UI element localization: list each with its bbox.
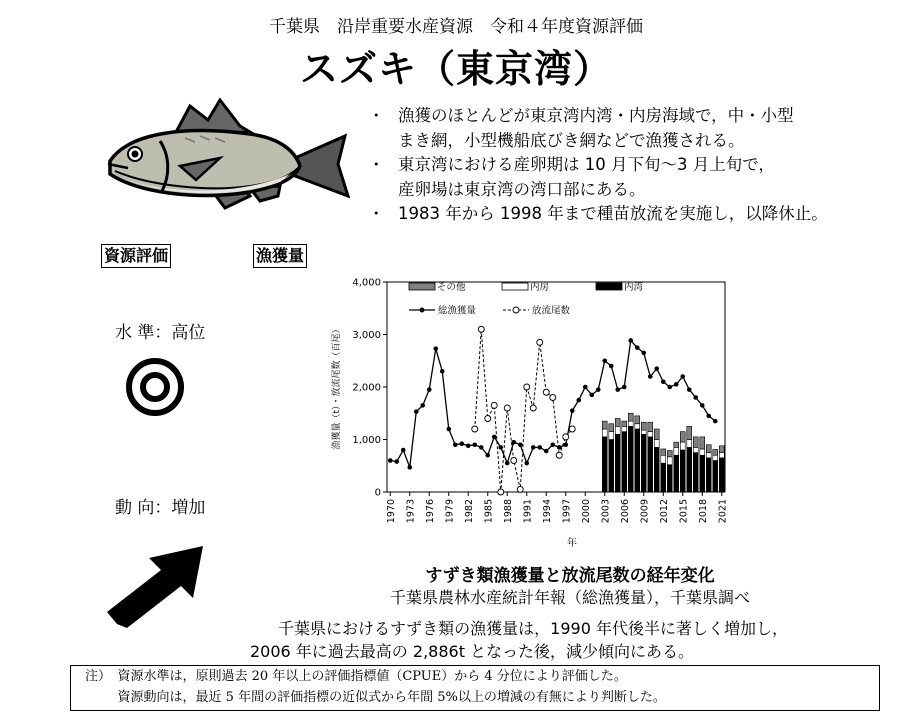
total-catch-line <box>390 340 715 467</box>
release-point <box>504 405 510 411</box>
total-catch-point <box>427 387 432 392</box>
total-catch-point <box>635 345 640 350</box>
bar-sonota <box>700 437 705 449</box>
total-catch-point <box>570 408 575 413</box>
total-catch-point <box>446 427 451 432</box>
x-tick-label: 1988 <box>502 499 514 524</box>
bar-naiwan <box>661 463 666 492</box>
release-point <box>569 426 575 432</box>
total-catch-point <box>479 445 484 450</box>
bar-naiwan <box>674 455 679 492</box>
y-tick-label: 2,000 <box>352 382 381 394</box>
footnote-text: 資源水準は，原則過去 20 年以上の評価指標値（CPUE）から 4 分位により評価した。 <box>117 669 627 684</box>
footnote-text: 資源動向は，最近 5 年間の評価指標の近似式から年間 5%以上の増減の有無により判断した。 <box>117 690 666 705</box>
release-point <box>543 389 549 395</box>
release-point <box>478 326 484 332</box>
bar-uchibo <box>615 426 620 434</box>
total-catch-point <box>680 374 685 379</box>
footnote-line <box>85 666 879 687</box>
release-point <box>491 402 497 408</box>
page-title: スズキ（東京湾） <box>299 47 612 91</box>
legend-label-release: 放流尾数 <box>532 305 571 317</box>
bullet-dot: ・ <box>368 155 385 174</box>
total-catch-point <box>687 387 692 392</box>
fact-item <box>368 202 888 227</box>
x-tick-label: 1973 <box>405 499 417 524</box>
total-catch-point <box>388 458 393 463</box>
total-catch-point <box>557 445 562 450</box>
x-tick-label: 1991 <box>522 499 534 524</box>
x-tick-label: 2018 <box>697 499 709 524</box>
bar-sonota <box>674 442 679 447</box>
release-point <box>485 416 491 422</box>
bar-sonota <box>628 413 633 421</box>
x-tick-label: 1976 <box>424 499 436 524</box>
bar-uchibo <box>693 447 698 452</box>
y-tick-label: 4,000 <box>352 277 381 289</box>
bar-naiwan <box>713 461 718 493</box>
release-point <box>537 339 543 345</box>
bar-naiwan <box>667 465 672 492</box>
bar-sonota <box>719 446 724 453</box>
legend-label-uchibo: 内房 <box>530 282 550 293</box>
bar-uchibo <box>622 426 627 431</box>
bar-sonota <box>641 422 646 430</box>
x-tick-label: 2012 <box>658 499 670 524</box>
stacked-bars <box>602 413 724 492</box>
fact-item <box>368 104 888 153</box>
release-point <box>556 452 562 458</box>
chart-legend <box>409 281 644 317</box>
bar-sonota <box>687 426 692 439</box>
bar-naiwan <box>687 447 692 492</box>
total-catch-point <box>518 442 523 447</box>
x-tick-label: 1997 <box>561 499 573 524</box>
total-catch-point <box>420 403 425 408</box>
chart-source: 千葉県農林水産統計年報（総漁獲量），千葉県調べ <box>389 588 750 607</box>
bullet-dot: ・ <box>368 204 385 223</box>
total-catch-point <box>602 358 607 363</box>
total-catch-point <box>550 442 555 447</box>
bar-sonota <box>667 451 672 457</box>
bar-uchibo <box>628 421 633 426</box>
total-catch-point <box>583 385 588 390</box>
fact-line: 東京湾における産卵期は 10 月下旬〜3 月上旬で， <box>398 155 775 174</box>
bar-naiwan <box>628 426 633 492</box>
bar-uchibo <box>635 424 640 429</box>
bar-uchibo <box>706 453 711 458</box>
chart-caption: すずき類漁獲量と放流尾数の経年変化 <box>425 566 715 586</box>
resource-level-text: 水 準：高位 <box>115 323 206 343</box>
total-catch-point <box>537 445 542 450</box>
bar-sonota <box>615 419 620 427</box>
total-catch-point <box>459 441 464 446</box>
x-tick-label: 2015 <box>678 499 690 524</box>
total-catch-point <box>609 364 614 369</box>
bar-naiwan <box>648 437 653 492</box>
x-tick-label: 1985 <box>483 499 495 524</box>
x-tick-label: 1979 <box>444 499 456 524</box>
fact-line: まき網，小型機船底びき網などで漁獲される。 <box>398 130 745 150</box>
total-catch-point <box>544 449 549 454</box>
total-catch-point <box>466 444 471 449</box>
total-catch-point <box>693 395 698 400</box>
release-point <box>511 458 517 464</box>
total-catch-point <box>394 459 399 464</box>
total-catch-point <box>407 465 412 470</box>
total-catch-point <box>492 435 497 440</box>
bar-sonota <box>622 421 627 426</box>
bar-sonota <box>635 416 640 424</box>
total-catch-point <box>401 448 406 453</box>
x-axis-label: 年 <box>567 538 577 549</box>
y-tick-label: 1,000 <box>352 435 381 446</box>
total-catch-point <box>622 385 627 390</box>
bullet-dot: ・ <box>368 106 385 125</box>
total-catch-point <box>453 442 458 447</box>
bar-sonota <box>713 449 718 455</box>
total-catch-point <box>674 382 679 387</box>
total-catch-point <box>563 442 568 447</box>
bar-uchibo <box>687 440 692 448</box>
bar-sonota <box>680 432 685 443</box>
legend-marker-release <box>513 307 519 313</box>
x-tick-labels <box>386 499 729 523</box>
total-catch-point <box>654 366 659 371</box>
bar-uchibo <box>680 442 685 450</box>
legend-swatch-sonota <box>409 283 435 290</box>
catch-label: 漁獲量 <box>253 244 307 268</box>
release-point <box>524 384 530 390</box>
bar-uchibo <box>667 457 672 465</box>
bar-naiwan <box>719 458 724 492</box>
total-catch-point <box>414 409 419 414</box>
summary-line: 千葉県におけるすずき類の漁獲量は，1990 年代後半に著しく増加し， <box>278 619 788 638</box>
total-catch-point <box>576 398 581 403</box>
fact-line: 漁獲のほとんどが東京湾内湾・内房海域で，中・小型 <box>398 106 794 125</box>
bar-uchibo <box>713 455 718 460</box>
total-catch-point <box>615 387 620 392</box>
footnote-line <box>85 687 879 708</box>
double-circle-icon <box>125 357 185 417</box>
total-catch-point <box>700 403 705 408</box>
bar-uchibo <box>719 453 724 458</box>
bar-naiwan <box>602 437 607 492</box>
bar-uchibo <box>641 430 646 434</box>
y-axis-label-text: 漁獲量（t）・放流尾数（百尾） <box>332 324 342 450</box>
legend-label-sonota: その他 <box>437 282 466 293</box>
total-catch-point <box>661 379 666 384</box>
y-tick-labels <box>352 278 381 499</box>
total-catch-point <box>433 346 438 351</box>
summary-text <box>250 617 900 663</box>
fact-line: 1983 年から 1998 年まで種苗放流を実施し，以降休止。 <box>398 204 828 223</box>
page-subtitle: 千葉県 沿岸重要水産資源 令和４年度資源評価 <box>269 17 643 37</box>
bar-naiwan <box>693 453 698 492</box>
total-catch-point <box>531 445 536 450</box>
bar-naiwan <box>622 432 627 492</box>
x-tick-label: 2021 <box>717 499 729 524</box>
fact-line: 産卵場は東京湾の湾口部にある。 <box>398 179 646 199</box>
total-catch-point <box>440 369 445 374</box>
bar-uchibo <box>700 449 705 455</box>
total-catch-point <box>505 461 510 466</box>
bar-naiwan <box>654 447 659 492</box>
total-catch-point <box>485 453 490 458</box>
bar-naiwan <box>635 429 640 492</box>
release-line <box>475 329 573 492</box>
bar-sonota <box>654 429 659 440</box>
total-catch-point <box>498 445 503 450</box>
release-point <box>517 486 523 492</box>
y-tick-label: 3,000 <box>352 330 381 341</box>
total-catch-point <box>524 461 529 466</box>
bar-sonota <box>706 445 711 453</box>
release-point <box>563 434 569 440</box>
footnote-label: 注） <box>85 669 105 684</box>
bar-uchibo <box>648 432 653 437</box>
bar-naiwan <box>609 440 614 493</box>
x-tick-label: 1970 <box>385 499 397 524</box>
bar-uchibo <box>602 429 607 437</box>
total-catch-point <box>648 374 653 379</box>
x-tick-label: 1994 <box>541 499 553 524</box>
legend-label-total: 総漁獲量 <box>438 305 477 317</box>
y-axis-label <box>330 324 342 449</box>
release-point <box>550 395 556 401</box>
summary-line: 2006 年に過去最高の 2,886t となった後，減少傾向にある。 <box>250 642 695 661</box>
x-tick-label: 2000 <box>580 499 592 524</box>
legend-label-naiwan: 内湾 <box>624 282 644 293</box>
fish-illustration <box>100 96 350 216</box>
total-catch-point <box>713 419 718 424</box>
key-facts-list <box>368 104 888 227</box>
total-catch-point <box>706 414 711 419</box>
legend-swatch-naiwan <box>596 283 622 290</box>
total-catch-point <box>667 385 672 390</box>
total-catch-point <box>589 393 594 398</box>
x-tick-label: 1982 <box>463 499 475 524</box>
release-point <box>472 426 478 432</box>
release-point <box>530 405 536 411</box>
legend-marker-total <box>420 308 425 313</box>
bar-uchibo <box>661 455 666 463</box>
release-point <box>498 489 504 495</box>
x-tick-label: 2009 <box>639 499 651 524</box>
bar-uchibo <box>674 447 679 455</box>
footnote-box <box>70 665 880 711</box>
bar-naiwan <box>700 455 705 492</box>
bar-sonota <box>661 449 666 455</box>
legend-swatch-uchibo <box>502 283 528 290</box>
bar-sonota <box>609 424 614 432</box>
x-tick-label: 2006 <box>619 499 631 524</box>
fact-item <box>368 153 888 202</box>
catch-chart <box>325 270 735 555</box>
bar-sonota <box>693 437 698 448</box>
y-tick-label: 0 <box>374 487 381 499</box>
resource-trend-text: 動 向：増加 <box>115 498 206 518</box>
bar-sonota <box>648 422 653 431</box>
total-catch-point <box>641 351 646 356</box>
total-catch-point <box>628 338 633 343</box>
total-catch-point <box>472 442 477 447</box>
bar-naiwan <box>680 450 685 492</box>
bar-naiwan <box>706 458 711 492</box>
bar-uchibo <box>654 440 659 448</box>
bar-naiwan <box>615 434 620 492</box>
resource-assessment-label: 資源評価 <box>101 244 171 268</box>
bar-sonota <box>602 421 607 429</box>
x-tick-label: 2003 <box>600 499 612 524</box>
total-catch-point <box>596 387 601 392</box>
bar-uchibo <box>609 432 614 440</box>
bar-naiwan <box>641 434 646 492</box>
